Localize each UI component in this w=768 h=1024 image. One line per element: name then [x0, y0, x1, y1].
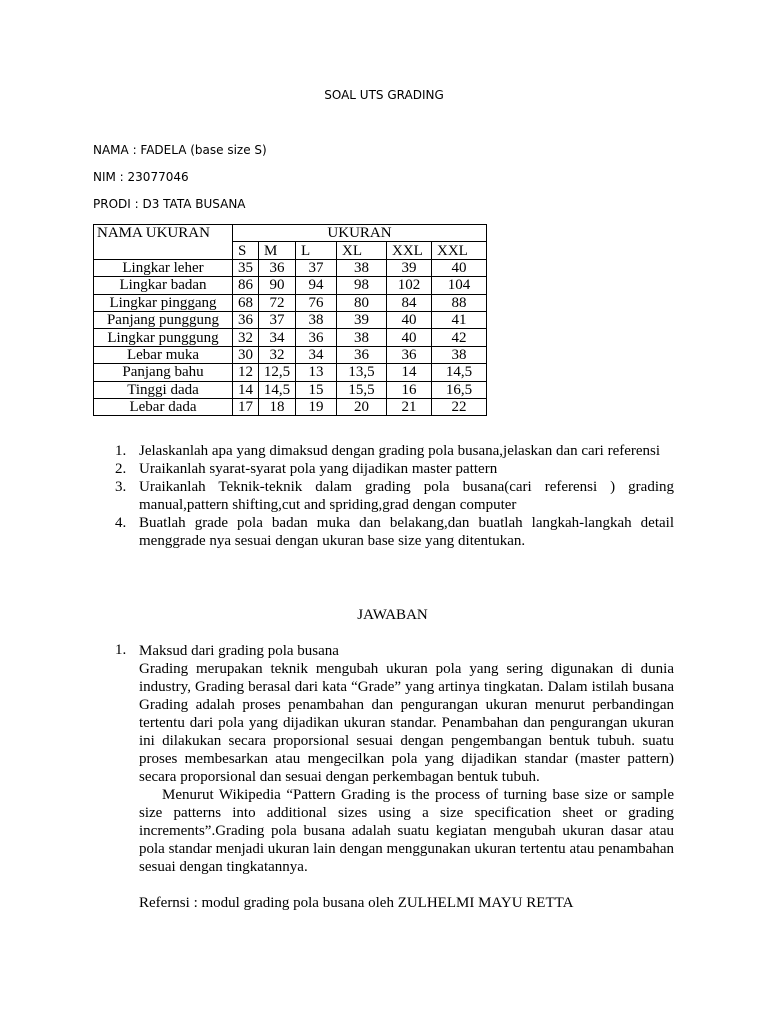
- measurement-value: 15,5: [337, 381, 387, 398]
- question-item: [115, 460, 674, 478]
- measurement-value: 36: [337, 346, 387, 363]
- student-prodi: PRODI : D3 TATA BUSANA: [93, 197, 246, 211]
- measurement-name: Lingkar pinggang: [94, 294, 233, 311]
- measurement-value: 20: [337, 398, 387, 415]
- measurement-value: 34: [259, 329, 296, 346]
- measurement-value: 30: [233, 346, 259, 363]
- question-text: Jelaskanlah apa yang dimaksud dengan grading pola busana,jelaskan dan cari referensi: [139, 443, 661, 459]
- measurement-name: Panjang bahu: [94, 364, 233, 381]
- measurement-value: 16: [387, 381, 432, 398]
- measurement-value: 13: [296, 364, 337, 381]
- measurement-value: 14,5: [259, 381, 296, 398]
- measurement-value: 12: [233, 364, 259, 381]
- size-header: XXL: [432, 242, 487, 259]
- table-row: [94, 311, 487, 328]
- measurement-value: 90: [259, 277, 296, 294]
- question-list: [0, 442, 674, 550]
- measurement-value: 21: [387, 398, 432, 415]
- answer-paragraph: Menurut Wikipedia “Pattern Grading is the process of turning base size or sample size patterns into additional sizes using a size specification sheet or grading increments”.Grading pola busana adalah suatu kegiatan mengubah ukuran dasar atau pola standar menjadi ukuran lain dengan menggunakan ukuran tertentu atau penambahan sesuai dengan tingkatannya.: [139, 787, 674, 875]
- measurement-value: 38: [337, 329, 387, 346]
- measurement-value: 16,5: [432, 381, 487, 398]
- measurement-value: 19: [296, 398, 337, 415]
- answers-title: JAWABAN: [357, 607, 428, 623]
- question-item: [115, 514, 674, 550]
- measurement-value: 102: [387, 277, 432, 294]
- question-item: [115, 442, 674, 460]
- measurement-value: 13,5: [337, 364, 387, 381]
- answer-heading: Maksud dari grading pola busana: [139, 643, 339, 659]
- table-row: [94, 364, 487, 381]
- measurement-value: 38: [296, 311, 337, 328]
- measurement-value: 36: [259, 259, 296, 276]
- measurement-value: 38: [337, 259, 387, 276]
- measurement-value: 98: [337, 277, 387, 294]
- question-text: Buatlah grade pola badan muka dan belakang,dan buatlah langkah-langkah detail menggrade nya sesuai dengan ukuran base size yang ditentukan.: [139, 515, 674, 549]
- question-number: 4.: [115, 515, 127, 531]
- size-header: S: [233, 242, 259, 259]
- measurement-value: 32: [259, 346, 296, 363]
- measurement-name: Lingkar punggung: [94, 329, 233, 346]
- measurement-name: Tinggi dada: [94, 381, 233, 398]
- student-nim: NIM : 23077046: [93, 170, 189, 184]
- measurement-value: 84: [387, 294, 432, 311]
- question-item: [115, 478, 674, 514]
- answer-reference: Refernsi : modul grading pola busana oleh ZULHELMI MAYU RETTA: [139, 895, 574, 911]
- measurement-value: 88: [432, 294, 487, 311]
- table-body: [94, 259, 487, 416]
- student-name: NAMA : FADELA (base size S): [93, 143, 267, 157]
- measurement-value: 14: [387, 364, 432, 381]
- question-number: 2.: [115, 461, 127, 477]
- measurement-value: 68: [233, 294, 259, 311]
- table-header-ukuran: UKURAN: [233, 225, 487, 242]
- question-number: 3.: [115, 479, 127, 495]
- measurement-value: 40: [432, 259, 487, 276]
- measurement-value: 42: [432, 329, 487, 346]
- table-row: [94, 329, 487, 346]
- question-text: Uraikanlah syarat-syarat pola yang dijadikan master pattern: [139, 461, 498, 477]
- measurement-value: 22: [432, 398, 487, 415]
- measurement-value: 104: [432, 277, 487, 294]
- answer-paragraph: Grading merupakan teknik mengubah ukuran pola yang sering digunakan di dunia industry, Grading berasal dari kata “Grade” yang artinya tingkatan. Dalam istilah busana Grading adalah proses penambahan dan pengurangan ukuran menurut perbandingan tertentu dari pola yang dijadikan ukuran standar. Penambahan dan pengurangan ukuran ini dilakukan secara proporsional sesuai dengan pengembangan bentuk tubuh. suatu proses membesarkan atau mengecilkan pola yang dijadikan standar (master pattern) secara proporsional dan sesuai dengan perkembagan bentuk tubuh.: [139, 661, 674, 785]
- table-row: [94, 381, 487, 398]
- measurement-value: 32: [233, 329, 259, 346]
- measurement-value: 72: [259, 294, 296, 311]
- measurement-value: 34: [296, 346, 337, 363]
- measurement-value: 14,5: [432, 364, 487, 381]
- measurement-value: 36: [296, 329, 337, 346]
- table-row: [94, 277, 487, 294]
- answer-item: [115, 642, 674, 912]
- table-row: [94, 346, 487, 363]
- measurement-value: 40: [387, 329, 432, 346]
- size-header: M: [259, 242, 296, 259]
- measurement-value: 37: [296, 259, 337, 276]
- question-number: 1.: [115, 443, 127, 459]
- measurement-value: 40: [387, 311, 432, 328]
- table-row: [94, 294, 487, 311]
- measurement-name: Lingkar leher: [94, 259, 233, 276]
- table-row: [94, 259, 487, 276]
- size-table: [93, 224, 487, 416]
- measurement-name: Panjang punggung: [94, 311, 233, 328]
- measurement-value: 17: [233, 398, 259, 415]
- measurement-value: 38: [432, 346, 487, 363]
- measurement-value: 37: [259, 311, 296, 328]
- measurement-value: 18: [259, 398, 296, 415]
- document-title: SOAL UTS GRADING: [324, 88, 444, 102]
- question-text: Uraikanlah Teknik-teknik dalam grading pola busana(cari referensi ) grading manual,pattern shifting,cut and spriding,grad dengan computer: [139, 479, 674, 513]
- measurement-value: 41: [432, 311, 487, 328]
- measurement-name: Lingkar badan: [94, 277, 233, 294]
- table-header-name: NAMA UKURAN: [94, 225, 233, 260]
- measurement-value: 39: [387, 259, 432, 276]
- measurement-value: 94: [296, 277, 337, 294]
- answer-number: 1.: [115, 642, 127, 658]
- table-row: [94, 398, 487, 415]
- measurement-value: 76: [296, 294, 337, 311]
- measurement-value: 36: [387, 346, 432, 363]
- measurement-value: 86: [233, 277, 259, 294]
- size-header: L: [296, 242, 337, 259]
- measurement-name: Lebar dada: [94, 398, 233, 415]
- measurement-value: 80: [337, 294, 387, 311]
- measurement-value: 35: [233, 259, 259, 276]
- measurement-value: 39: [337, 311, 387, 328]
- size-header: XL: [337, 242, 387, 259]
- measurement-value: 14: [233, 381, 259, 398]
- measurement-name: Lebar muka: [94, 346, 233, 363]
- size-header: XXL: [387, 242, 432, 259]
- measurement-value: 15: [296, 381, 337, 398]
- measurement-value: 12,5: [259, 364, 296, 381]
- measurement-value: 36: [233, 311, 259, 328]
